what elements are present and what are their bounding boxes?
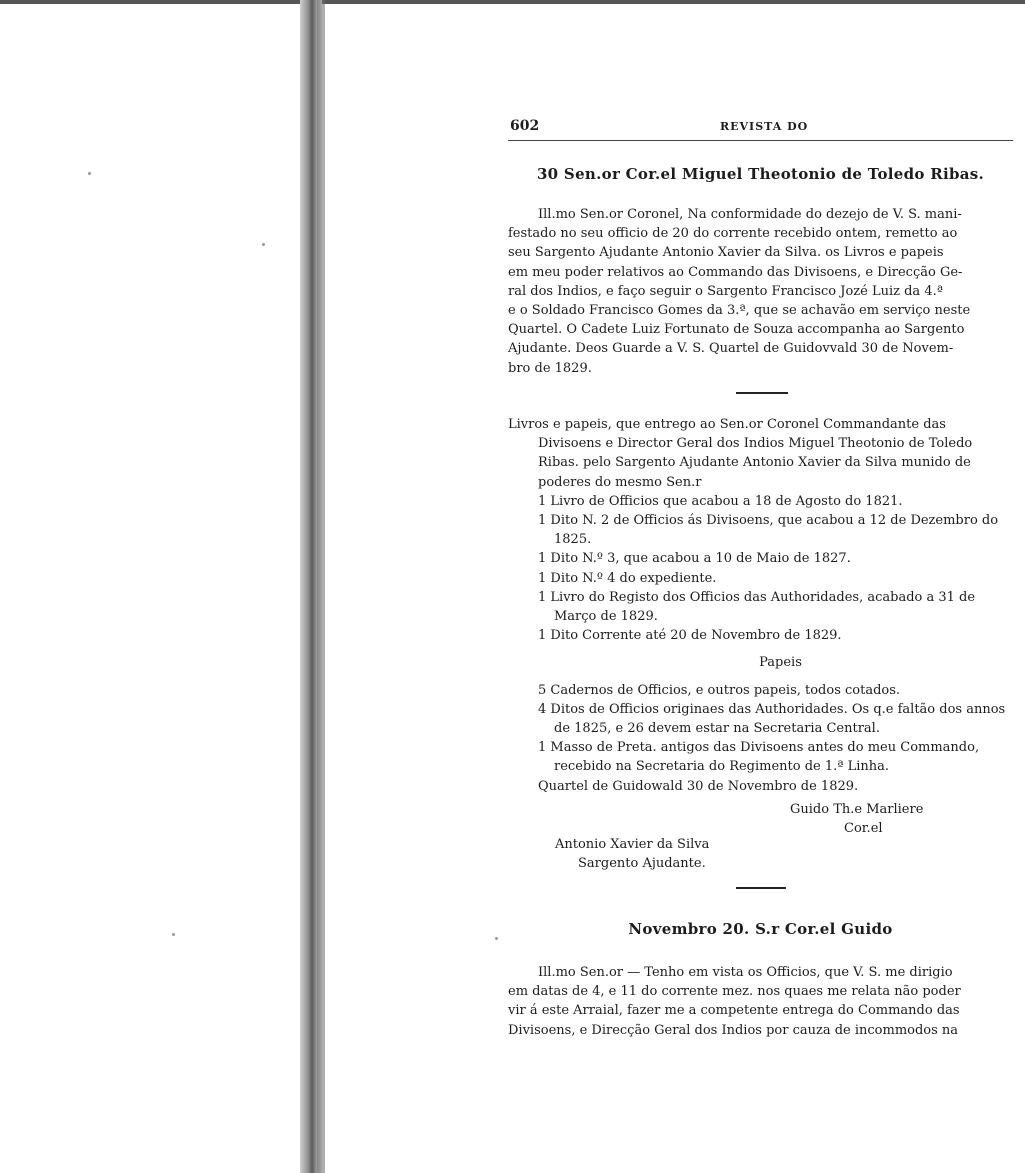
list-item: 4 Ditos de Officios originaes das Authoridades. Os q.e faltão dos annos de 1825, e 26 devem estar na Secretaria Central. xyxy=(538,701,1006,737)
inventory-list xyxy=(508,415,1013,796)
text-line: e o Soldado Francisco Gomes da 3.ª, que se achavão em serviço neste xyxy=(508,303,971,319)
section-separator xyxy=(736,887,786,889)
place-date: Quartel de Guidowald 30 de Novembro de 1829. xyxy=(538,778,859,794)
papeis-caption: Papeis xyxy=(759,655,802,671)
text-line: Quartel. O Cadete Luiz Fortunato de Souza accompanha ao Sargento xyxy=(508,322,965,338)
letter-heading: 30 Sen.or Cor.el Miguel Theotonio de Toledo Ribas. xyxy=(536,165,985,183)
receiver-rank: Sargento Ajudante. xyxy=(578,856,706,871)
text-line: em meu poder relativos ao Commando das Divisoens, e Direcção Ge- xyxy=(508,264,963,280)
page-number: 602 xyxy=(510,118,540,134)
letter-heading: Novembro 20. S.r Cor.el Guido xyxy=(628,920,893,938)
list-item: 1 Livro do Registo dos Officios das Authoridades, acabado a 31 de Março de 1829. xyxy=(538,589,976,625)
sender-rank: Cor.el xyxy=(844,821,883,836)
header-rule xyxy=(508,140,1013,141)
list-item: 5 Cadernos de Officios, e outros papeis, todos cotados. xyxy=(538,682,901,698)
list-item: 1 Livro de Officios que acabou a 18 de Agosto do 1821. xyxy=(538,493,903,509)
text-line: festado no seu officio de 20 do corrente recebido ontem, remetto ao xyxy=(508,226,958,242)
text-line: ral dos Indios, e faço seguir o Sargento Francisco Jozé Luiz da 4.ª xyxy=(508,283,943,299)
text-line: Ill.mo Sen.or Coronel, Na conformidade do dezejo de V. S. mani- xyxy=(538,207,962,222)
list-item: 1 Masso de Preta. antigos das Divisoens antes do meu Commando, recebido na Secretaria do Regimento de 1.ª Linha. xyxy=(538,740,980,775)
letter-body xyxy=(508,205,1013,378)
text-line: Ajudante. Deos Guarde a V. S. Quartel de Guidovvald 30 de Novem- xyxy=(508,341,954,357)
inventory-intro: Livros e papeis, que entrego ao Sen.or Coronel Commandante das Divisoens e Director Geral dos Indios Miguel Theotonio de Toledo Ribas. pelo Sargento Ajudante Antonio Xavier da Silva munido de poderes do mesmo Sen.r xyxy=(508,417,973,490)
text-line: seu Sargento Ajudante Antonio Xavier da Silva. os Livros e papeis xyxy=(508,245,944,261)
receiver-name: Antonio Xavier da Silva xyxy=(555,837,710,852)
text-line: bro de 1829. xyxy=(508,360,592,376)
list-item: 1 Dito N. 2 de Officios ás Divisoens, que acabou a 12 de Dezembro do 1825. xyxy=(538,513,999,548)
letter-body xyxy=(508,963,1013,1040)
paper-speck xyxy=(495,937,498,940)
journal-title: REVISTA DO xyxy=(720,120,809,133)
section-separator xyxy=(736,392,788,394)
book-gutter-line xyxy=(317,0,325,1173)
list-item: 1 Dito N.º 4 do expediente. xyxy=(538,570,717,586)
text-line: em datas de 4, e 11 do corrente mez. nos quaes me relata não poder xyxy=(508,984,961,1000)
list-item: 1 Dito Corrente até 20 de Novembro de 1829. xyxy=(538,628,842,644)
text-line: vir á este Arraial, fazer me a competente entrega do Commando das xyxy=(508,1003,960,1019)
paper-speck xyxy=(262,243,265,246)
list-item: 1 Dito N.º 3, que acabou a 10 de Maio de 1827. xyxy=(538,551,851,567)
paper-speck xyxy=(88,172,91,175)
paper-speck xyxy=(172,933,175,936)
top-edge-rule xyxy=(0,0,1025,4)
sender-name: Guido Th.e Marliere xyxy=(790,802,924,817)
text-line: Ill.mo Sen.or — Tenho em vista os Officios, que V. S. me dirigio xyxy=(538,965,953,980)
running-head xyxy=(508,118,1013,136)
text-line: Divisoens, e Direcção Geral dos Indios por cauza de incommodos na xyxy=(508,1022,959,1038)
